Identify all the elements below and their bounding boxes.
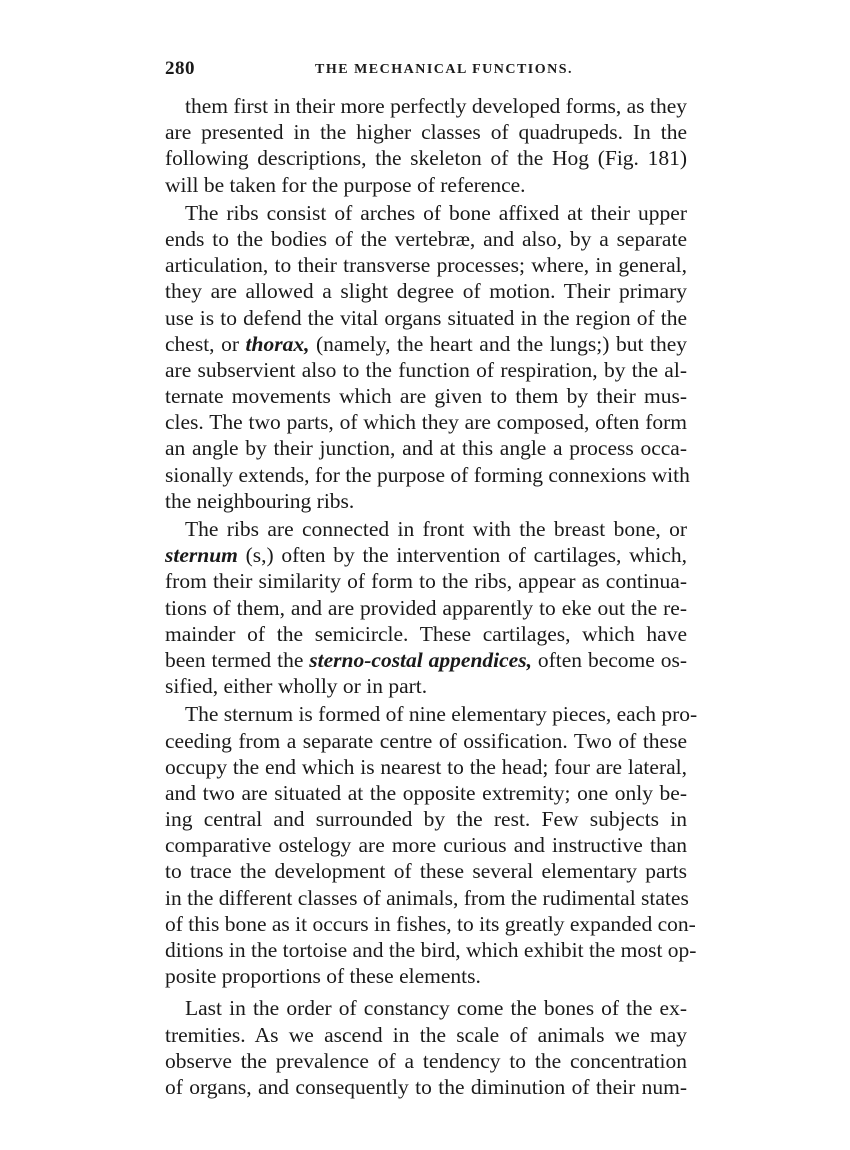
text-line	[165, 647, 687, 673]
text-line: mainder of the semicircle. These cartilages, which have	[165, 621, 687, 646]
paragraph	[165, 516, 687, 699]
running-title: THE MECHANICAL FUNCTIONS.	[315, 62, 574, 77]
text-line: and two are situated at the opposite extremity; one only be-	[165, 780, 687, 805]
text-line: from their similarity of form to the ribs, appear as continua-	[165, 569, 687, 594]
paragraph	[165, 93, 687, 198]
text-line: cles. The two parts, of which they are composed, often form	[165, 410, 687, 435]
text-line: are presented in the higher classes of quadrupeds. In the	[165, 120, 687, 145]
text-line: ditions in the tortoise and the bird, which exhibit the most op-	[165, 938, 697, 962]
text-line: Last in the order of constancy come the bones of the ex-	[185, 996, 687, 1021]
text-line	[165, 331, 687, 357]
text-line: tions of them, and are provided apparently to eke out the re-	[165, 595, 687, 620]
body-text	[165, 93, 698, 1100]
text-line: ceeding from a separate centre of ossification. Two of these	[165, 728, 687, 753]
text-line: following descriptions, the skeleton of the Hog (Fig. 181)	[165, 146, 687, 171]
text-line: posite proportions of these elements.	[165, 964, 481, 989]
text-line: to trace the development of these several elementary parts	[165, 859, 687, 884]
text-line: observe the prevalence of a tendency to the concentration	[165, 1048, 687, 1073]
text-line: articulation, to their transverse processes; where, in general,	[165, 253, 687, 278]
text-line: ends to the bodies of the vertebræ, and also, by a separate	[165, 226, 687, 251]
paragraph	[165, 701, 698, 989]
text-line	[165, 542, 687, 568]
running-head	[165, 58, 687, 86]
text-line: The sternum is formed of nine elementary pieces, each pro-	[185, 702, 698, 727]
text-run: been termed the	[165, 647, 310, 672]
text-line: The ribs are connected in front with the breast bone, or	[185, 517, 687, 541]
page-number: 280	[165, 58, 195, 79]
text-line: will be taken for the purpose of reference.	[165, 172, 526, 197]
text-line: comparative ostelogy are more curious and instructive than	[165, 833, 687, 858]
italic-term: thorax,	[245, 331, 310, 356]
text-run: chest, or	[165, 331, 246, 356]
text-line: occupy the end which is nearest to the head; four are lateral,	[165, 754, 687, 779]
text-line: of this bone as it occurs in fishes, to its greatly expanded con-	[165, 911, 696, 936]
text-line: ternate movements which are given to them by their mus-	[165, 384, 687, 409]
italic-term: sterno-costal appendices,	[309, 647, 532, 672]
text-line: them first in their more perfectly developed forms, as they	[185, 94, 687, 118]
text-line: of organs, and consequently to the diminution of their num-	[165, 1074, 687, 1099]
text-line: The ribs consist of arches of bone affixed at their upper	[185, 200, 687, 225]
paragraph	[165, 995, 687, 1100]
text-line: an angle by their junction, and at this angle a process occa-	[165, 436, 687, 461]
text-line: in the different classes of animals, from the rudimental states	[165, 885, 689, 910]
text-line: the neighbouring ribs.	[165, 488, 355, 513]
text-run: (namely, the heart and the lungs;) but they	[309, 331, 687, 356]
text-line: ing central and surrounded by the rest. Few subjects in	[165, 807, 687, 832]
text-run: often become os-	[531, 647, 687, 672]
text-line: sionally extends, for the purpose of forming connexions with	[165, 462, 690, 487]
text-line: sified, either wholly or in part.	[165, 674, 428, 699]
text-line: tremities. As we ascend in the scale of animals we may	[165, 1022, 687, 1047]
text-line: use is to defend the vital organs situated in the region of the	[165, 305, 687, 330]
text-line: they are allowed a slight degree of motion. Their primary	[165, 279, 687, 304]
italic-term: sternum	[165, 543, 238, 568]
text-run: (s,) often by the intervention of cartilages, which,	[237, 543, 687, 568]
text-line: are subservient also to the function of respiration, by the al-	[165, 357, 687, 382]
paragraph	[165, 200, 690, 514]
